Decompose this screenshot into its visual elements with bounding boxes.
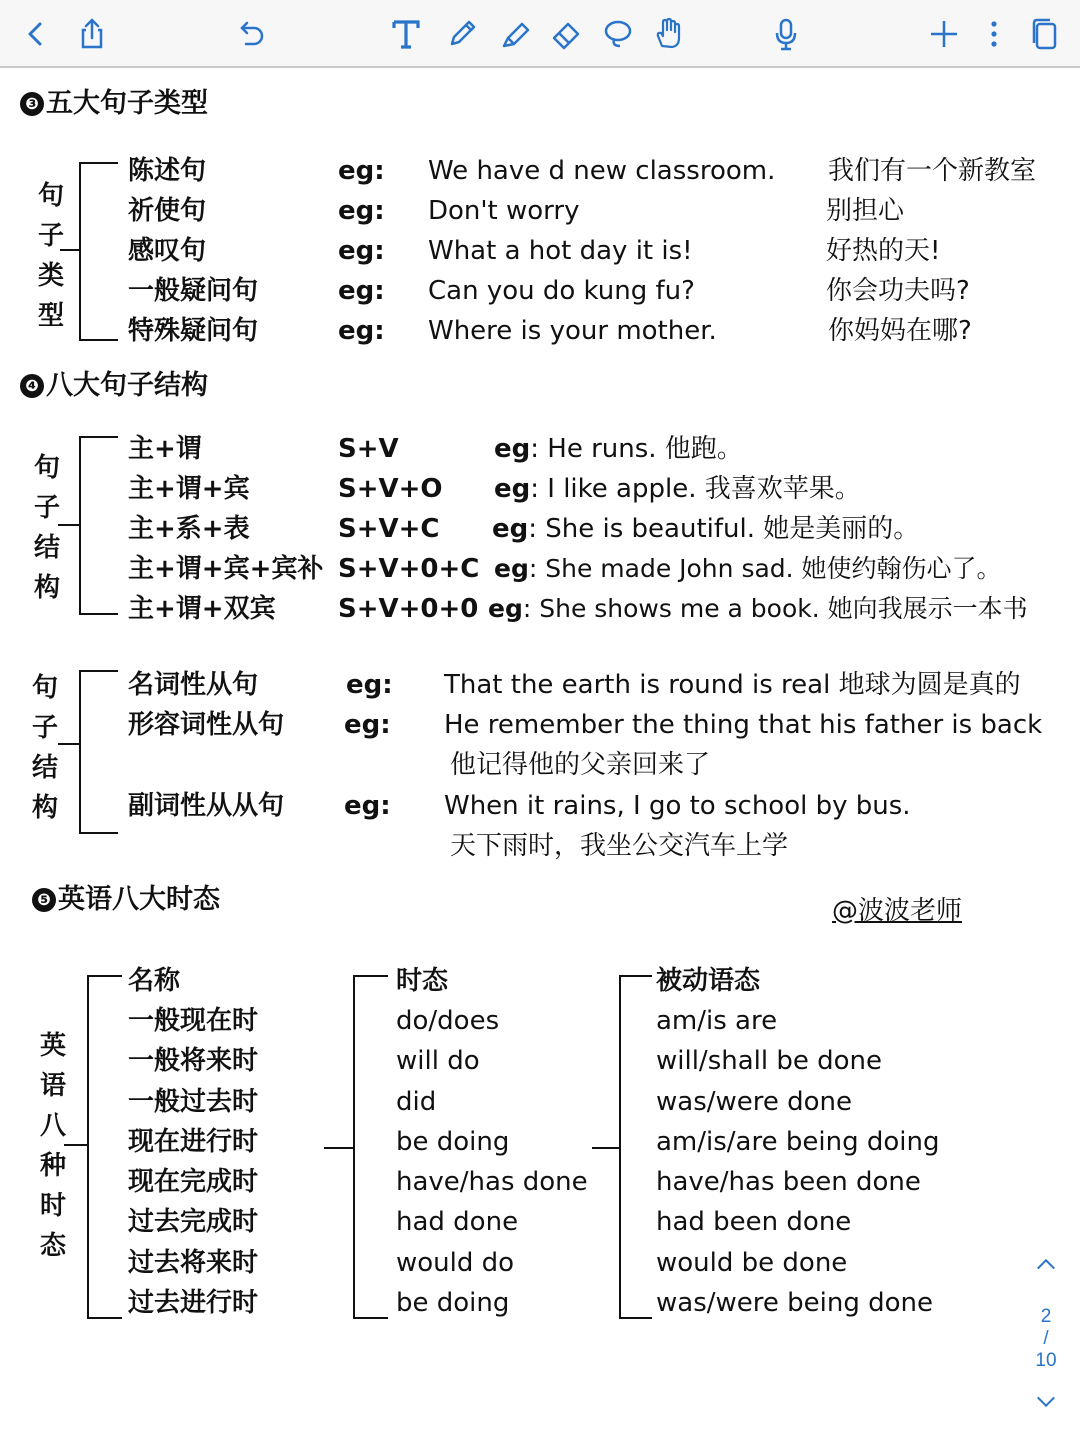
clause-example: He remember the thing that his father is back [444, 710, 1043, 740]
tense-form: be doing [396, 1288, 510, 1318]
structure-name: 主+谓+宾 [128, 474, 250, 504]
structure-example: eg: He runs. 他跑。 [494, 434, 743, 464]
section3-number: ❸ [20, 92, 44, 116]
tense-name: 现在进行时 [128, 1127, 259, 1157]
tense-form: did [396, 1087, 437, 1117]
section4-number: ❹ [20, 374, 44, 398]
structure-example: eg: I like apple. 我喜欢苹果。 [494, 474, 861, 504]
structure-formula: S+V+0+C [338, 554, 480, 584]
passive-form: have/has been done [656, 1167, 921, 1197]
clause-translation: 天下雨时，我坐公交汽车上学 [450, 831, 789, 861]
top-toolbar [0, 0, 1080, 68]
example-zh: 你妈妈在哪? [828, 316, 972, 346]
eg-label: eg: [338, 236, 385, 266]
sentence-type: 感叹句 [128, 236, 207, 266]
tense-name: 现在完成时 [128, 1167, 259, 1197]
structure-name: 主+谓+宾+宾补 [128, 554, 324, 584]
clause-type: 名词性从句 [128, 670, 259, 700]
example-en: Can you do kung fu? [428, 276, 695, 306]
structure-name: 主+谓 [128, 434, 202, 464]
structure-name: 主+谓+双宾 [128, 594, 276, 624]
eg-label: eg: [346, 670, 393, 700]
example-zh: 好热的天! [826, 236, 941, 266]
tense-form: had done [396, 1207, 519, 1237]
header-name: 名称 [128, 966, 181, 996]
eraser-icon[interactable] [544, 12, 588, 56]
tense-form: will do [396, 1046, 480, 1076]
passive-form: will/shall be done [656, 1046, 883, 1076]
example-zh: 我们有一个新教室 [828, 156, 1037, 186]
tense-form: have/has done [396, 1167, 588, 1197]
section4-vertical-label: 句 子 结 构 [33, 453, 60, 603]
page-navigator [1026, 1256, 1066, 1424]
page-up-icon[interactable] [1026, 1256, 1066, 1286]
add-page-icon[interactable] [922, 12, 966, 56]
tense-name: 过去将来时 [128, 1248, 259, 1278]
passive-form: had been done [656, 1207, 852, 1237]
highlighter-icon[interactable] [492, 12, 536, 56]
structure-formula: S+V [338, 434, 399, 464]
structure-formula: S+V+O [338, 474, 443, 504]
eg-label: eg: [344, 710, 391, 740]
clause-type: 副词性从从句 [128, 791, 285, 821]
eg-label: eg: [344, 791, 391, 821]
example-en: Don't worry [428, 196, 580, 226]
eg-label: eg: [338, 276, 385, 306]
eg-label: eg: [338, 196, 385, 226]
clause-example: When it rains, I go to school by bus. [444, 791, 911, 821]
sentence-type: 祈使句 [128, 196, 207, 226]
note-canvas[interactable] [0, 68, 1080, 1440]
structure-example: eg: She made John sad. 她使约翰伤心了。 [494, 554, 1002, 583]
section5-vertical-label: 英 语 八 种 时 态 [39, 1031, 66, 1261]
more-icon[interactable] [972, 12, 1016, 56]
example-zh: 你会功夫吗? [826, 276, 970, 306]
page-separator: / [1043, 1328, 1049, 1349]
structure-example: eg: She shows me a book. 她向我展示一本书 [488, 594, 1028, 623]
section3-vertical-label: 句 子 类 型 [37, 181, 64, 331]
pen-icon[interactable] [440, 12, 484, 56]
page-down-icon[interactable] [1026, 1394, 1066, 1424]
tense-name: 一般现在时 [128, 1006, 259, 1036]
passive-form: was/were being done [656, 1288, 933, 1318]
sentence-type: 一般疑问句 [128, 276, 259, 306]
example-en: We have d new classroom. [428, 156, 776, 186]
example-en: What a hot day it is! [428, 236, 693, 266]
passive-form: would be done [656, 1248, 848, 1278]
text-tool-icon[interactable] [384, 12, 428, 56]
tense-name: 过去完成时 [128, 1207, 259, 1237]
sentence-type: 陈述句 [128, 156, 207, 186]
header-tense: 时态 [396, 966, 449, 996]
structure-formula: S+V+0+0 [338, 594, 479, 624]
clause-type: 形容词性从句 [128, 710, 285, 740]
clauses-vertical-label: 句 子 结 构 [31, 673, 58, 823]
sentence-type: 特殊疑问句 [128, 316, 259, 346]
tense-form: would do [396, 1248, 515, 1278]
microphone-icon[interactable] [764, 12, 808, 56]
example-zh: 别担心 [826, 196, 905, 226]
back-icon[interactable] [14, 12, 58, 56]
passive-form: was/were done [656, 1087, 853, 1117]
tense-name: 一般将来时 [128, 1046, 259, 1076]
structure-example: eg: She is beautiful. 她是美丽的。 [492, 514, 920, 544]
hand-icon[interactable] [646, 12, 690, 56]
passive-form: am/is/are being doing [656, 1127, 940, 1157]
lasso-icon[interactable] [596, 12, 640, 56]
section5-title: ❺ 英语八大时态 [32, 882, 220, 918]
eg-label: eg: [338, 316, 385, 346]
clause-translation: 他记得他的父亲回来了 [450, 750, 711, 780]
passive-form: am/is are [656, 1006, 778, 1036]
clause-example: That the earth is round is real 地球为圆是真的 [444, 670, 1021, 700]
pages-icon[interactable] [1022, 12, 1066, 56]
tense-form: do/does [396, 1006, 500, 1036]
header-passive: 被动语态 [656, 966, 761, 996]
structure-formula: S+V+C [338, 514, 440, 544]
share-icon[interactable] [70, 12, 114, 56]
undo-icon[interactable] [228, 12, 272, 56]
section3-title: ❸ 五大句子类型 [20, 86, 208, 122]
tense-name: 一般过去时 [128, 1087, 259, 1117]
tense-form: be doing [396, 1127, 510, 1157]
section5-number: ❺ [32, 888, 56, 912]
eg-label: eg: [338, 156, 385, 186]
author-signature: @波波老师 [832, 896, 963, 926]
example-en: Where is your mother. [428, 316, 717, 346]
section4-title: ❹ 八大句子结构 [20, 368, 208, 404]
current-page: 2 [1040, 1306, 1052, 1327]
tense-name: 过去进行时 [128, 1288, 259, 1318]
total-pages: 10 [1035, 1350, 1057, 1371]
structure-name: 主+系+表 [128, 514, 250, 544]
